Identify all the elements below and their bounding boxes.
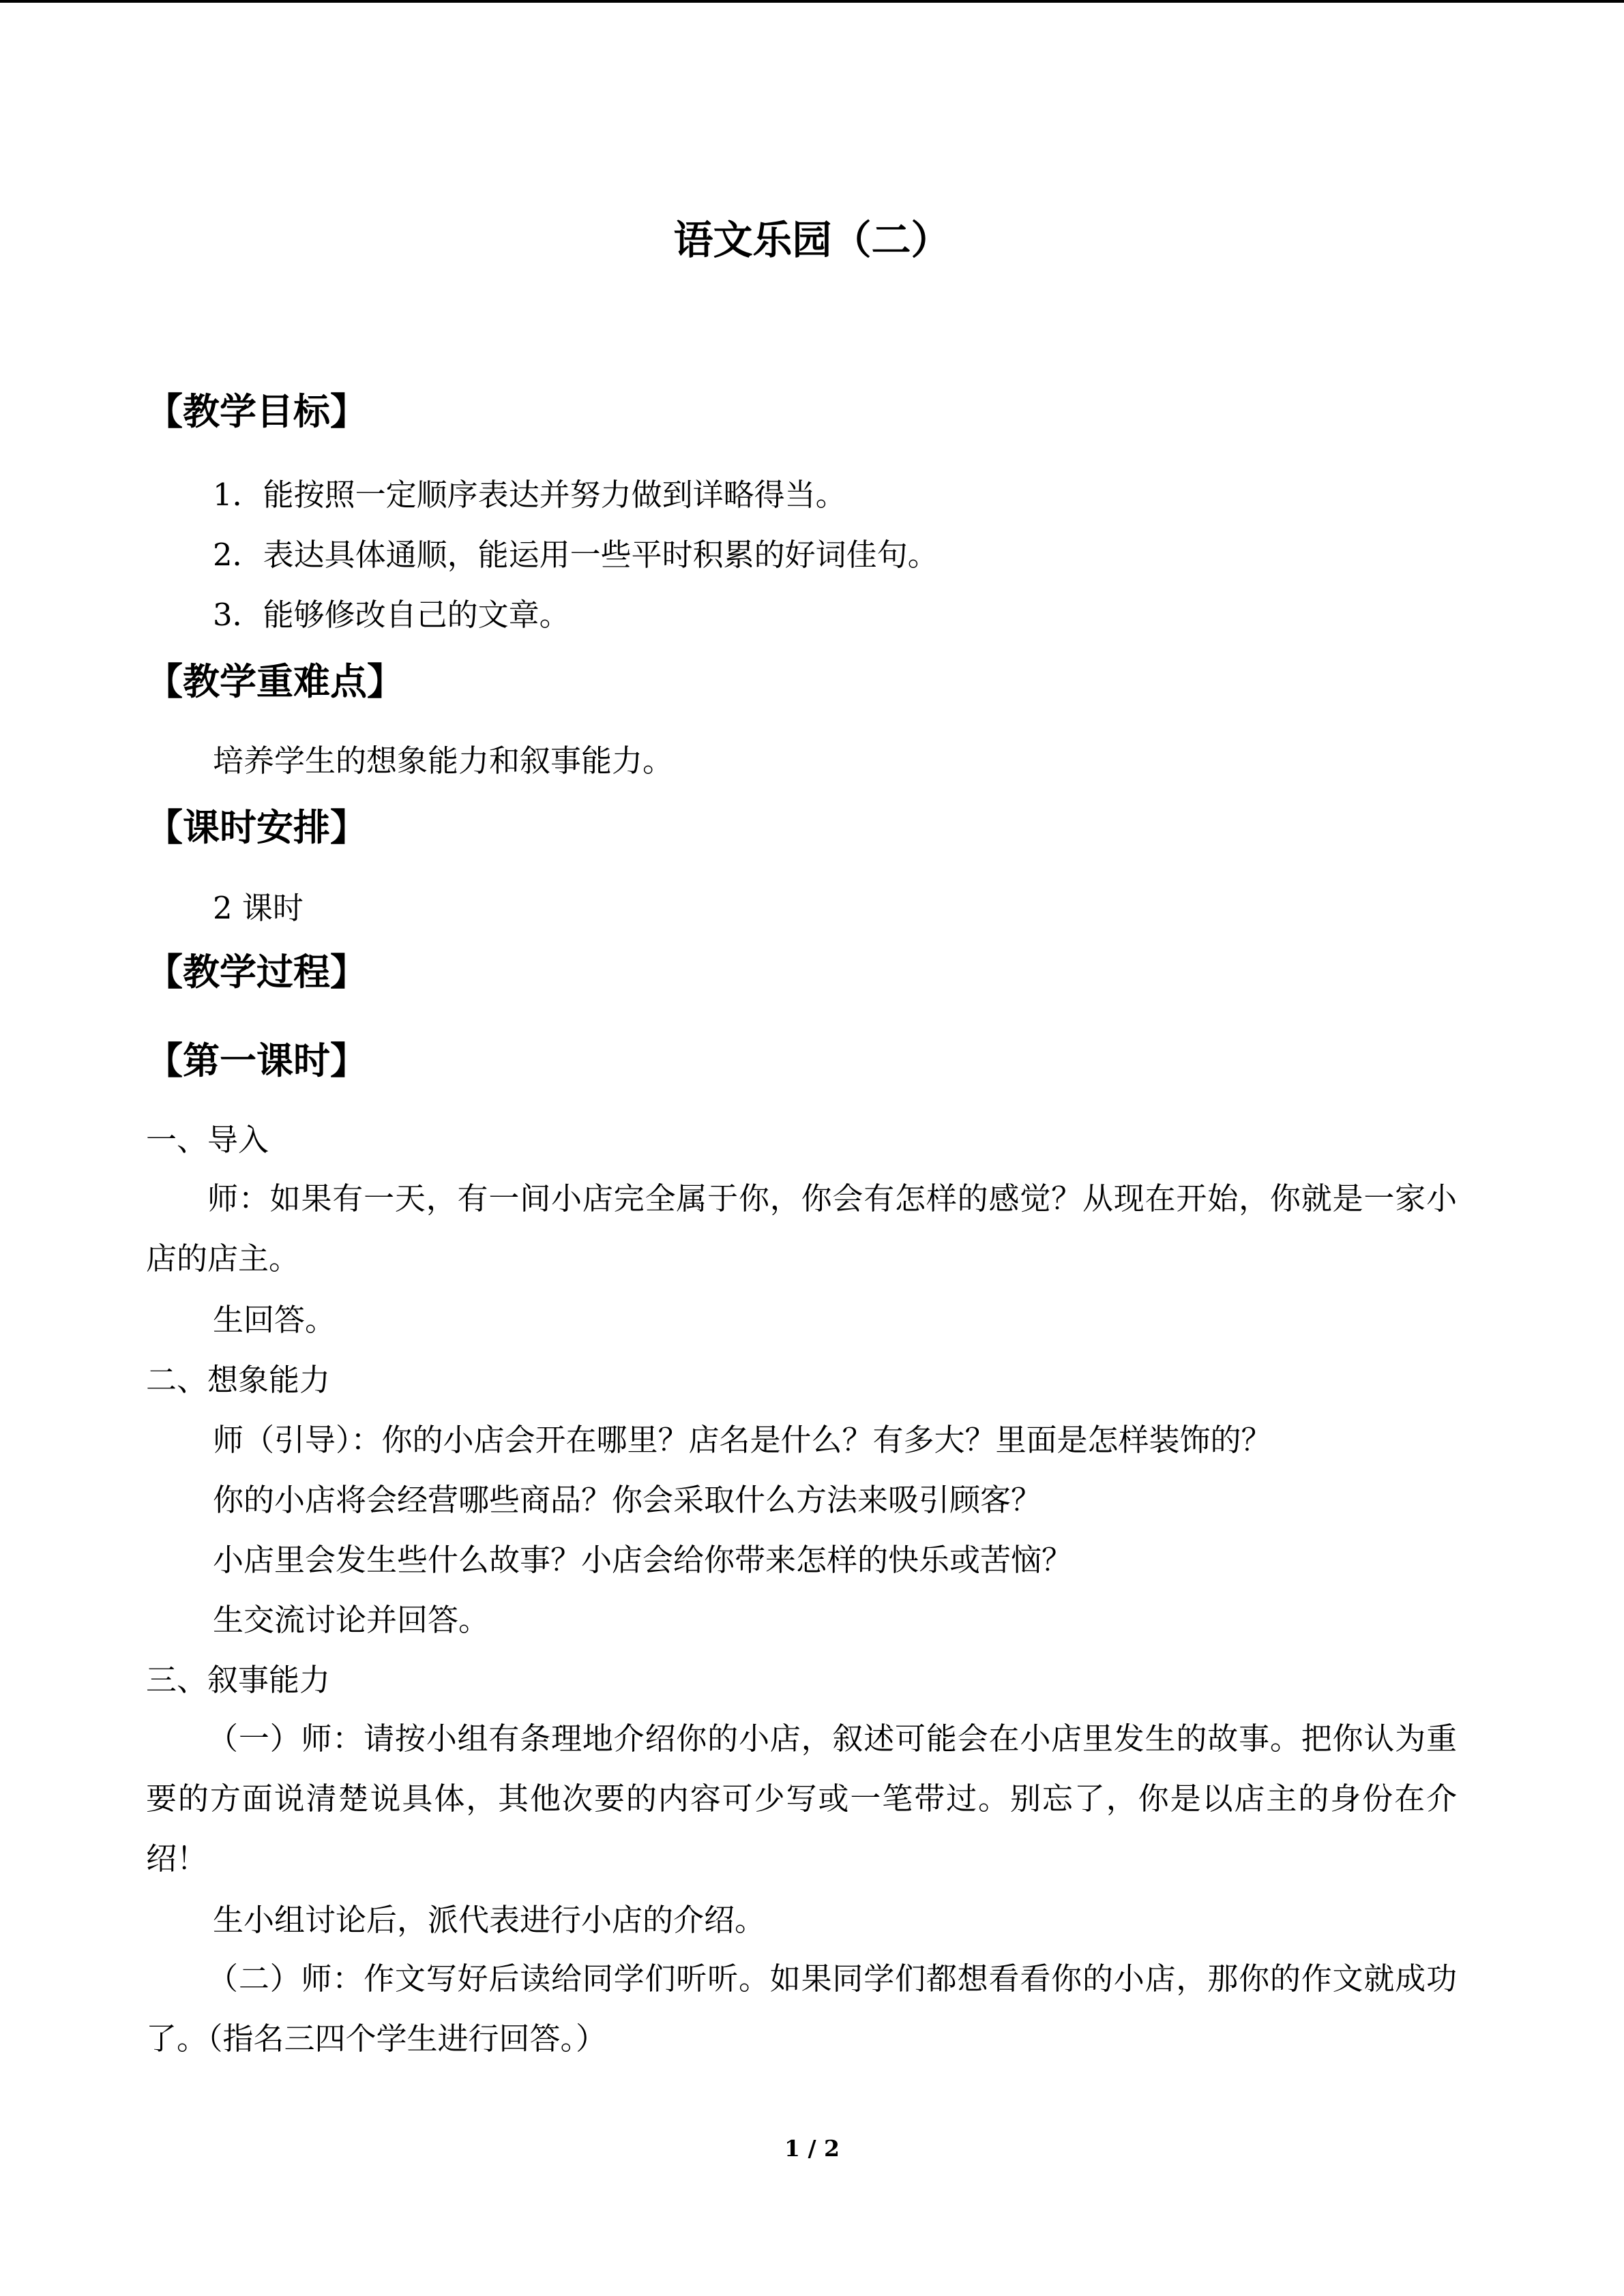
schedule-text: 2 课时 [213, 890, 304, 926]
paragraph: （二）师：作文写好后读给同学们听听。如果同学们都想看看你的小店，那你的作文就成功了。（指名三四个学生进行回答。） [146, 1960, 1457, 2057]
document-title: 语文乐园（二） [673, 217, 951, 263]
goals-heading: 【教学目标】 [146, 389, 367, 433]
page-number: 1 / 2 [784, 2135, 840, 2162]
key-points-heading: 【教学重难点】 [146, 659, 404, 703]
paragraph: 师：如果有一天，有一间小店完全属于你，你会有怎样的感觉？从现在开始，你就是一家小店的店主。 [146, 1180, 1457, 1277]
page-top-border [0, 0, 1624, 3]
key-points-text: 培养学生的想象能力和叙事能力。 [213, 743, 674, 779]
paragraph: 师（引导）：你的小店会开在哪里？店名是什么？有多大？里面是怎样装饰的？ [213, 1422, 1272, 1458]
section-title-narration: 三、叙事能力 [146, 1662, 331, 1698]
goal-item: 2．表达具体通顺，能运用一些平时积累的好词佳句。 [213, 537, 939, 573]
process-heading: 【教学过程】 [146, 950, 367, 994]
goal-item: 3．能够修改自己的文章。 [213, 597, 570, 633]
paragraph: 你的小店将会经营哪些商品？你会采取什么方法来吸引顾客？ [213, 1482, 1042, 1518]
paragraph: 小店里会发生些什么故事？小店会给你带来怎样的快乐或苦恼？ [213, 1542, 1073, 1578]
schedule-heading: 【课时安排】 [146, 805, 367, 849]
paragraph: 生小组讨论后，派代表进行小店的介绍。 [213, 1902, 766, 1938]
paragraph: （一）师：请按小组有条理地介绍你的小店，叙述可能会在小店里发生的故事。把你认为重要的方面说清楚说具体，其他次要的内容可少写或一笔带过。别忘了，你是以店主的身份在介绍！ [146, 1720, 1457, 1877]
lesson-one-heading: 【第一课时】 [146, 1039, 367, 1082]
paragraph: 生回答。 [213, 1302, 336, 1338]
section-title-imagination: 二、想象能力 [146, 1362, 331, 1398]
paragraph: 生交流讨论并回答。 [213, 1602, 490, 1638]
goal-item: 1．能按照一定顺序表达并努力做到详略得当。 [213, 477, 846, 513]
section-title-intro: 一、导入 [146, 1122, 269, 1158]
